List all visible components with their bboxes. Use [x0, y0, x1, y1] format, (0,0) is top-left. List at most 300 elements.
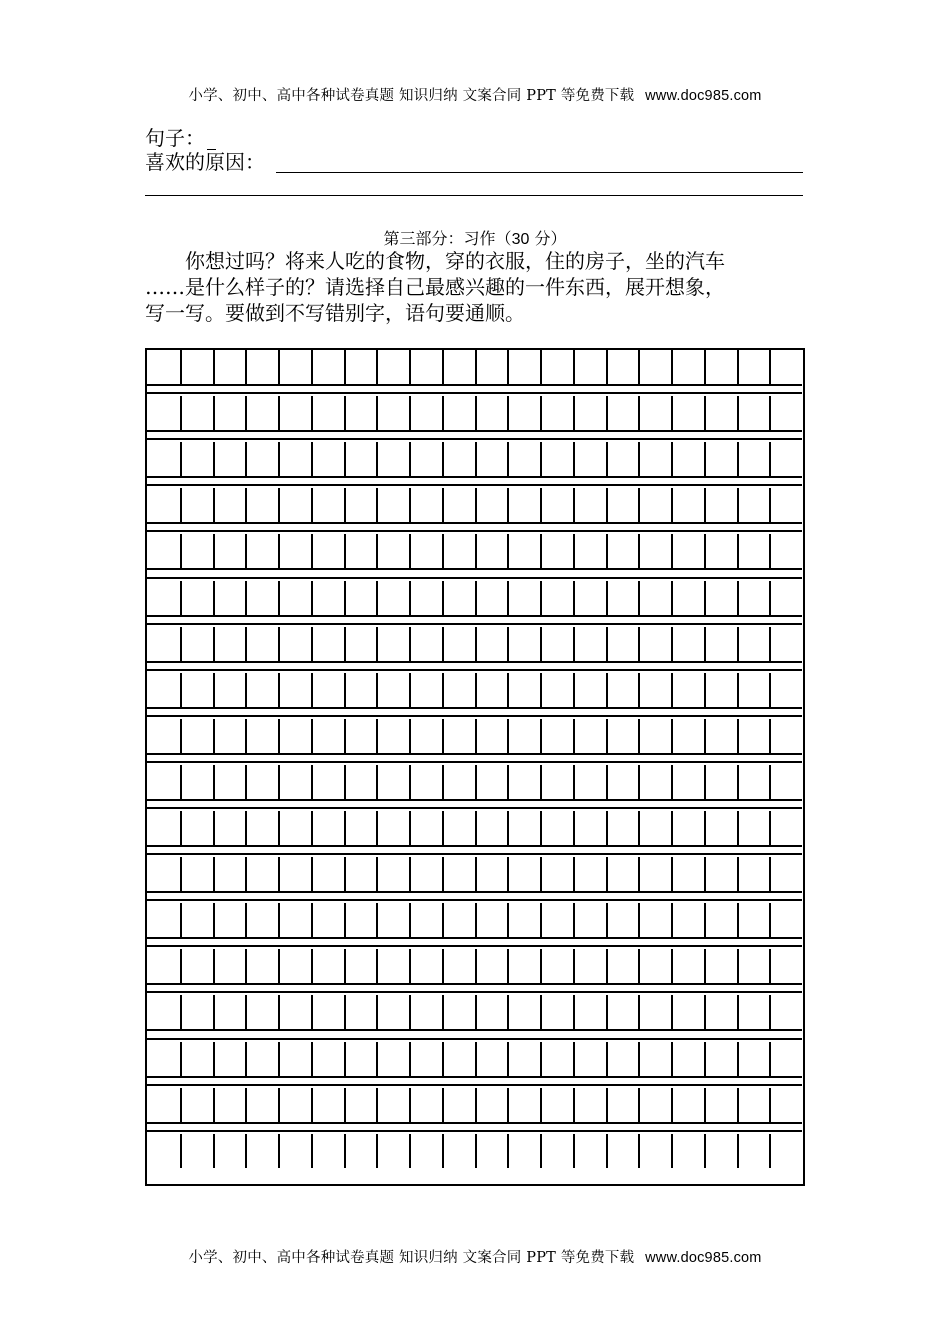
grid-cell[interactable] [475, 949, 508, 983]
grid-cell[interactable] [442, 350, 475, 384]
grid-cell[interactable] [180, 811, 213, 845]
grid-cell[interactable] [507, 350, 540, 384]
grid-cell[interactable] [213, 903, 246, 937]
grid-cell[interactable] [180, 949, 213, 983]
grid-cell[interactable] [344, 673, 377, 707]
grid-cell[interactable] [344, 995, 377, 1029]
grid-cell[interactable] [442, 857, 475, 891]
grid-cell[interactable] [442, 1134, 475, 1168]
grid-cell[interactable] [638, 581, 671, 615]
grid-cell[interactable] [278, 350, 311, 384]
grid-cell[interactable] [638, 673, 671, 707]
grid-cell[interactable] [573, 857, 606, 891]
grid-cell[interactable] [442, 396, 475, 430]
grid-cell[interactable] [442, 1042, 475, 1076]
grid-cell[interactable] [540, 857, 573, 891]
grid-cell[interactable] [311, 673, 344, 707]
grid-cell[interactable] [344, 811, 377, 845]
grid-cell[interactable] [638, 811, 671, 845]
grid-cell[interactable] [180, 534, 213, 568]
grid-cell[interactable] [671, 350, 704, 384]
grid-cell[interactable] [442, 811, 475, 845]
grid-cell[interactable] [278, 1042, 311, 1076]
grid-cell[interactable] [638, 1088, 671, 1122]
grid-cell[interactable] [409, 627, 442, 661]
grid-cell[interactable] [376, 811, 409, 845]
grid-cell[interactable] [278, 396, 311, 430]
grid-cell[interactable] [213, 581, 246, 615]
grid-cell[interactable] [245, 949, 278, 983]
grid-cell[interactable] [704, 857, 737, 891]
grid-cell[interactable] [344, 350, 377, 384]
grid-cell[interactable] [376, 765, 409, 799]
grid-cell[interactable] [344, 903, 377, 937]
grid-cell[interactable] [507, 857, 540, 891]
grid-cell[interactable] [540, 1134, 573, 1168]
grid-cell[interactable] [573, 1088, 606, 1122]
grid-cell[interactable] [311, 949, 344, 983]
grid-cell[interactable] [213, 534, 246, 568]
grid-cell[interactable] [475, 673, 508, 707]
grid-cell[interactable] [704, 627, 737, 661]
grid-cell[interactable] [147, 442, 180, 476]
grid-cell[interactable] [344, 1042, 377, 1076]
grid-cell[interactable] [409, 949, 442, 983]
grid-cell[interactable] [737, 719, 770, 753]
grid-cell[interactable] [671, 1134, 704, 1168]
grid-cell[interactable] [671, 396, 704, 430]
grid-cell[interactable] [311, 811, 344, 845]
grid-cell[interactable] [573, 1042, 606, 1076]
grid-cell[interactable] [278, 673, 311, 707]
grid-cell[interactable] [278, 857, 311, 891]
grid-cell[interactable] [606, 1042, 639, 1076]
grid-cell[interactable] [409, 995, 442, 1029]
grid-cell[interactable] [737, 1134, 770, 1168]
grid-cell[interactable] [245, 396, 278, 430]
grid-cell[interactable] [180, 1134, 213, 1168]
grid-cell[interactable] [180, 903, 213, 937]
grid-cell[interactable] [737, 949, 770, 983]
grid-cell[interactable] [573, 673, 606, 707]
grid-cell[interactable] [507, 765, 540, 799]
grid-cell[interactable] [769, 1088, 802, 1122]
grid-cell[interactable] [507, 581, 540, 615]
grid-cell[interactable] [442, 903, 475, 937]
grid-cell[interactable] [704, 903, 737, 937]
grid-cell[interactable] [507, 534, 540, 568]
grid-cell[interactable] [475, 765, 508, 799]
grid-cell[interactable] [180, 995, 213, 1029]
grid-cell[interactable] [180, 350, 213, 384]
grid-cell[interactable] [638, 857, 671, 891]
grid-cell[interactable] [704, 949, 737, 983]
grid-cell[interactable] [344, 765, 377, 799]
grid-cell[interactable] [376, 995, 409, 1029]
grid-cell[interactable] [376, 1134, 409, 1168]
grid-cell[interactable] [737, 581, 770, 615]
grid-cell[interactable] [147, 673, 180, 707]
grid-cell[interactable] [540, 903, 573, 937]
grid-cell[interactable] [344, 1134, 377, 1168]
grid-cell[interactable] [737, 673, 770, 707]
grid-cell[interactable] [606, 627, 639, 661]
grid-cell[interactable] [704, 765, 737, 799]
grid-cell[interactable] [278, 811, 311, 845]
grid-cell[interactable] [376, 396, 409, 430]
grid-cell[interactable] [311, 857, 344, 891]
grid-cell[interactable] [769, 534, 802, 568]
grid-cell[interactable] [540, 442, 573, 476]
grid-cell[interactable] [442, 488, 475, 522]
grid-cell[interactable] [507, 442, 540, 476]
grid-cell[interactable] [409, 442, 442, 476]
grid-cell[interactable] [147, 627, 180, 661]
grid-cell[interactable] [376, 857, 409, 891]
grid-cell[interactable] [507, 995, 540, 1029]
grid-cell[interactable] [278, 442, 311, 476]
grid-cell[interactable] [475, 857, 508, 891]
grid-cell[interactable] [311, 534, 344, 568]
sentence-blank[interactable] [207, 129, 216, 150]
grid-cell[interactable] [573, 811, 606, 845]
grid-cell[interactable] [376, 350, 409, 384]
grid-cell[interactable] [245, 1088, 278, 1122]
grid-cell[interactable] [311, 995, 344, 1029]
grid-cell[interactable] [573, 765, 606, 799]
grid-cell[interactable] [540, 719, 573, 753]
grid-cell[interactable] [376, 488, 409, 522]
grid-cell[interactable] [442, 442, 475, 476]
grid-cell[interactable] [311, 488, 344, 522]
grid-cell[interactable] [769, 627, 802, 661]
grid-cell[interactable] [737, 765, 770, 799]
grid-cell[interactable] [671, 534, 704, 568]
grid-cell[interactable] [704, 350, 737, 384]
grid-cell[interactable] [475, 903, 508, 937]
grid-cell[interactable] [704, 1088, 737, 1122]
grid-cell[interactable] [278, 995, 311, 1029]
grid-cell[interactable] [507, 396, 540, 430]
grid-cell[interactable] [147, 949, 180, 983]
grid-cell[interactable] [704, 811, 737, 845]
grid-cell[interactable] [311, 719, 344, 753]
grid-cell[interactable] [704, 488, 737, 522]
grid-cell[interactable] [147, 903, 180, 937]
grid-cell[interactable] [180, 627, 213, 661]
grid-cell[interactable] [147, 534, 180, 568]
grid-cell[interactable] [540, 627, 573, 661]
grid-cell[interactable] [376, 581, 409, 615]
grid-cell[interactable] [213, 995, 246, 1029]
grid-cell[interactable] [606, 719, 639, 753]
grid-cell[interactable] [147, 488, 180, 522]
grid-cell[interactable] [213, 673, 246, 707]
grid-cell[interactable] [442, 673, 475, 707]
grid-cell[interactable] [704, 396, 737, 430]
grid-cell[interactable] [737, 1042, 770, 1076]
grid-cell[interactable] [737, 350, 770, 384]
grid-cell[interactable] [245, 627, 278, 661]
grid-cell[interactable] [540, 396, 573, 430]
grid-cell[interactable] [442, 581, 475, 615]
grid-cell[interactable] [311, 765, 344, 799]
grid-cell[interactable] [442, 949, 475, 983]
grid-cell[interactable] [507, 903, 540, 937]
grid-cell[interactable] [573, 995, 606, 1029]
grid-cell[interactable] [737, 534, 770, 568]
grid-cell[interactable] [409, 1134, 442, 1168]
grid-cell[interactable] [213, 627, 246, 661]
grid-cell[interactable] [147, 719, 180, 753]
grid-cell[interactable] [245, 534, 278, 568]
grid-cell[interactable] [671, 673, 704, 707]
grid-cell[interactable] [376, 673, 409, 707]
grid-cell[interactable] [671, 442, 704, 476]
grid-cell[interactable] [147, 581, 180, 615]
grid-cell[interactable] [671, 949, 704, 983]
grid-cell[interactable] [573, 442, 606, 476]
grid-cell[interactable] [311, 903, 344, 937]
grid-cell[interactable] [278, 1088, 311, 1122]
grid-cell[interactable] [475, 396, 508, 430]
grid-cell[interactable] [737, 995, 770, 1029]
grid-cell[interactable] [540, 534, 573, 568]
grid-cell[interactable] [213, 1042, 246, 1076]
grid-cell[interactable] [475, 488, 508, 522]
grid-cell[interactable] [409, 1088, 442, 1122]
grid-cell[interactable] [769, 488, 802, 522]
grid-cell[interactable] [213, 811, 246, 845]
grid-cell[interactable] [180, 857, 213, 891]
grid-cell[interactable] [540, 765, 573, 799]
grid-cell[interactable] [475, 534, 508, 568]
grid-cell[interactable] [704, 442, 737, 476]
grid-cell[interactable] [442, 995, 475, 1029]
grid-cell[interactable] [606, 765, 639, 799]
grid-cell[interactable] [245, 1134, 278, 1168]
grid-cell[interactable] [147, 811, 180, 845]
grid-cell[interactable] [376, 719, 409, 753]
grid-cell[interactable] [737, 488, 770, 522]
grid-cell[interactable] [245, 350, 278, 384]
grid-cell[interactable] [540, 673, 573, 707]
grid-cell[interactable] [638, 534, 671, 568]
grid-cell[interactable] [409, 857, 442, 891]
grid-cell[interactable] [606, 811, 639, 845]
grid-cell[interactable] [311, 1042, 344, 1076]
grid-cell[interactable] [147, 1088, 180, 1122]
grid-cell[interactable] [344, 581, 377, 615]
grid-cell[interactable] [344, 627, 377, 661]
grid-cell[interactable] [213, 442, 246, 476]
grid-cell[interactable] [769, 995, 802, 1029]
grid-cell[interactable] [671, 581, 704, 615]
grid-cell[interactable] [606, 581, 639, 615]
grid-cell[interactable] [344, 949, 377, 983]
grid-cell[interactable] [409, 1042, 442, 1076]
grid-cell[interactable] [344, 442, 377, 476]
grid-cell[interactable] [671, 765, 704, 799]
grid-cell[interactable] [245, 442, 278, 476]
grid-cell[interactable] [638, 719, 671, 753]
grid-cell[interactable] [409, 811, 442, 845]
grid-cell[interactable] [409, 396, 442, 430]
grid-cell[interactable] [278, 1134, 311, 1168]
grid-cell[interactable] [245, 581, 278, 615]
grid-cell[interactable] [671, 488, 704, 522]
grid-cell[interactable] [442, 1088, 475, 1122]
grid-cell[interactable] [213, 857, 246, 891]
grid-cell[interactable] [180, 581, 213, 615]
grid-cell[interactable] [573, 534, 606, 568]
grid-cell[interactable] [278, 949, 311, 983]
grid-cell[interactable] [606, 350, 639, 384]
grid-cell[interactable] [638, 488, 671, 522]
grid-cell[interactable] [147, 995, 180, 1029]
grid-cell[interactable] [409, 488, 442, 522]
grid-cell[interactable] [704, 995, 737, 1029]
grid-cell[interactable] [376, 1088, 409, 1122]
grid-cell[interactable] [606, 995, 639, 1029]
grid-cell[interactable] [704, 673, 737, 707]
grid-cell[interactable] [573, 1134, 606, 1168]
grid-cell[interactable] [147, 350, 180, 384]
grid-cell[interactable] [540, 581, 573, 615]
grid-cell[interactable] [769, 581, 802, 615]
grid-cell[interactable] [475, 1042, 508, 1076]
grid-cell[interactable] [507, 1088, 540, 1122]
grid-cell[interactable] [245, 488, 278, 522]
grid-cell[interactable] [180, 442, 213, 476]
grid-cell[interactable] [475, 1134, 508, 1168]
grid-cell[interactable] [409, 673, 442, 707]
grid-cell[interactable] [769, 396, 802, 430]
grid-cell[interactable] [475, 811, 508, 845]
grid-cell[interactable] [606, 442, 639, 476]
grid-cell[interactable] [638, 1042, 671, 1076]
grid-cell[interactable] [376, 903, 409, 937]
grid-cell[interactable] [540, 488, 573, 522]
grid-cell[interactable] [606, 949, 639, 983]
grid-cell[interactable] [540, 811, 573, 845]
grid-cell[interactable] [409, 719, 442, 753]
grid-cell[interactable] [769, 350, 802, 384]
grid-cell[interactable] [638, 995, 671, 1029]
grid-cell[interactable] [147, 1042, 180, 1076]
grid-cell[interactable] [147, 765, 180, 799]
grid-cell[interactable] [311, 581, 344, 615]
grid-cell[interactable] [409, 765, 442, 799]
grid-cell[interactable] [180, 765, 213, 799]
grid-cell[interactable] [540, 350, 573, 384]
grid-cell[interactable] [245, 811, 278, 845]
grid-cell[interactable] [213, 396, 246, 430]
grid-cell[interactable] [344, 857, 377, 891]
grid-cell[interactable] [671, 995, 704, 1029]
grid-cell[interactable] [442, 765, 475, 799]
grid-cell[interactable] [507, 627, 540, 661]
grid-cell[interactable] [213, 765, 246, 799]
grid-cell[interactable] [638, 350, 671, 384]
grid-cell[interactable] [769, 857, 802, 891]
grid-cell[interactable] [737, 903, 770, 937]
grid-cell[interactable] [245, 903, 278, 937]
grid-cell[interactable] [409, 350, 442, 384]
grid-cell[interactable] [311, 396, 344, 430]
grid-cell[interactable] [507, 719, 540, 753]
grid-cell[interactable] [638, 949, 671, 983]
grid-cell[interactable] [213, 1134, 246, 1168]
grid-cell[interactable] [180, 1042, 213, 1076]
grid-cell[interactable] [671, 1088, 704, 1122]
grid-cell[interactable] [769, 673, 802, 707]
grid-cell[interactable] [507, 1042, 540, 1076]
grid-cell[interactable] [344, 396, 377, 430]
grid-cell[interactable] [606, 673, 639, 707]
grid-cell[interactable] [180, 488, 213, 522]
grid-cell[interactable] [245, 673, 278, 707]
grid-cell[interactable] [213, 1088, 246, 1122]
grid-cell[interactable] [737, 396, 770, 430]
grid-cell[interactable] [344, 488, 377, 522]
grid-cell[interactable] [311, 627, 344, 661]
grid-cell[interactable] [213, 488, 246, 522]
grid-cell[interactable] [769, 811, 802, 845]
grid-cell[interactable] [704, 534, 737, 568]
grid-cell[interactable] [540, 1042, 573, 1076]
grid-cell[interactable] [442, 627, 475, 661]
grid-cell[interactable] [442, 719, 475, 753]
grid-cell[interactable] [573, 396, 606, 430]
grid-cell[interactable] [507, 1134, 540, 1168]
grid-cell[interactable] [737, 811, 770, 845]
grid-cell[interactable] [213, 719, 246, 753]
grid-cell[interactable] [245, 765, 278, 799]
grid-cell[interactable] [769, 1134, 802, 1168]
grid-cell[interactable] [606, 488, 639, 522]
grid-cell[interactable] [311, 442, 344, 476]
grid-cell[interactable] [540, 1088, 573, 1122]
grid-cell[interactable] [606, 857, 639, 891]
grid-cell[interactable] [409, 903, 442, 937]
grid-cell[interactable] [704, 1134, 737, 1168]
grid-cell[interactable] [344, 719, 377, 753]
grid-cell[interactable] [638, 765, 671, 799]
grid-cell[interactable] [769, 442, 802, 476]
grid-cell[interactable] [671, 903, 704, 937]
grid-cell[interactable] [606, 1134, 639, 1168]
grid-cell[interactable] [245, 719, 278, 753]
grid-cell[interactable] [638, 442, 671, 476]
grid-cell[interactable] [769, 949, 802, 983]
grid-cell[interactable] [213, 350, 246, 384]
grid-cell[interactable] [507, 673, 540, 707]
grid-cell[interactable] [180, 396, 213, 430]
grid-cell[interactable] [180, 673, 213, 707]
grid-cell[interactable] [475, 719, 508, 753]
grid-cell[interactable] [606, 396, 639, 430]
grid-cell[interactable] [376, 442, 409, 476]
grid-cell[interactable] [278, 765, 311, 799]
grid-cell[interactable] [475, 350, 508, 384]
grid-cell[interactable] [442, 534, 475, 568]
grid-cell[interactable] [475, 581, 508, 615]
grid-cell[interactable] [737, 442, 770, 476]
grid-cell[interactable] [769, 765, 802, 799]
grid-cell[interactable] [475, 1088, 508, 1122]
grid-cell[interactable] [671, 857, 704, 891]
